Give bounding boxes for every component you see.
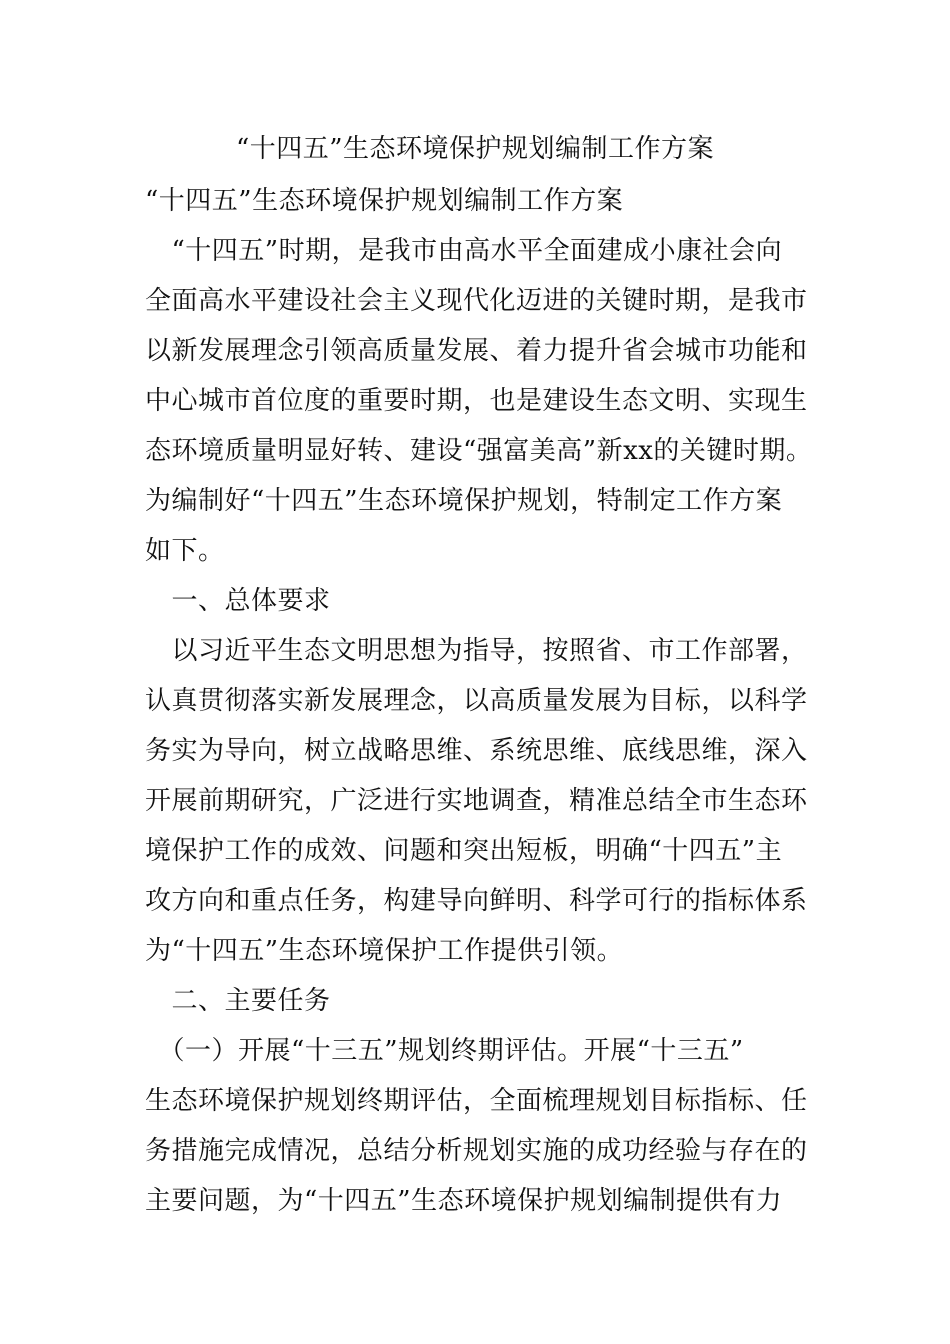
paragraph-line: 以新发展理念引领高质量发展、着力提升省会城市功能和 (145, 336, 808, 366)
paragraph-line: “十四五”时期，是我市由高水平全面建成小康社会向 (145, 236, 783, 266)
paragraph-line: 务措施完成情况，总结分析规划实施的成功经验与存在的 (145, 1136, 808, 1166)
paragraph-line: 为“十四五”生态环境保护工作提供引领。 (145, 936, 624, 966)
section-heading: 一、总体要求 (145, 586, 331, 616)
paragraph-line: 生态环境保护规划终期评估，全面梳理规划目标指标、任 (145, 1086, 808, 1116)
paragraph-line: 中心城市首位度的重要时期，也是建设生态文明、实现生 (145, 386, 808, 416)
section-heading: 二、主要任务 (145, 986, 331, 1016)
paragraph-line: 以习近平生态文明思想为指导，按照省、市工作部署， (145, 636, 808, 666)
paragraph-line: 主要问题，为“十四五”生态环境保护规划编制提供有力 (145, 1186, 783, 1216)
paragraph-line: 全面高水平建设社会主义现代化迈进的关键时期，是我市 (145, 286, 808, 316)
document-title: “十四五”生态环境保护规划编制工作方案 (235, 134, 715, 164)
paragraph-line: 认真贯彻落实新发展理念，以高质量发展为目标，以科学 (145, 686, 808, 716)
paragraph-line: 境保护工作的成效、问题和突出短板，明确“十四五”主 (145, 836, 783, 866)
paragraph-line: （一）开展“十三五”规划终期评估。开展“十三五” (145, 1036, 744, 1066)
paragraph-line: 攻方向和重点任务，构建导向鲜明、科学可行的指标体系 (145, 886, 808, 916)
paragraph-line: 务实为导向，树立战略思维、系统思维、底线思维，深入 (145, 736, 808, 766)
document-subtitle: “十四五”生态环境保护规划编制工作方案 (145, 186, 624, 216)
paragraph-line: 如下。 (145, 536, 225, 566)
paragraph-line: 开展前期研究，广泛进行实地调查，精准总结全市生态环 (145, 786, 808, 816)
paragraph-line: 态环境质量明显好转、建设“强富美高”新xx的关键时期。 (145, 436, 813, 466)
paragraph-line: 为编制好“十四五”生态环境保护规划，特制定工作方案 (145, 486, 783, 516)
